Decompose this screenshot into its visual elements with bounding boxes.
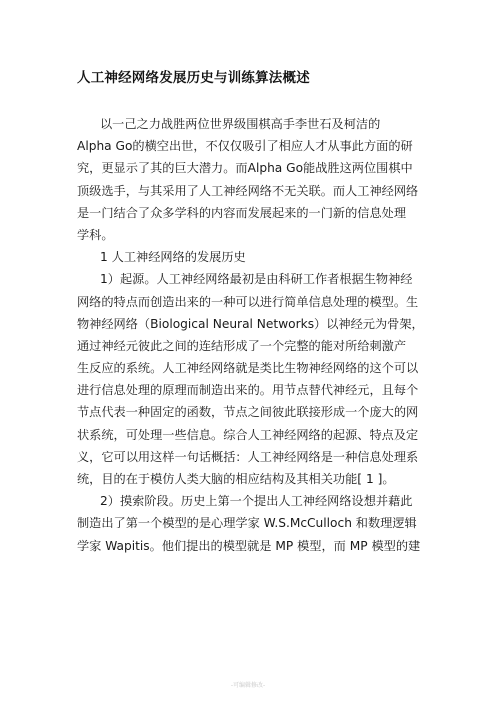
text-line: 1 人工神经网络的发展历史 bbox=[100, 250, 246, 265]
text-line: 制造出了第一个模型的是心理学家 W.S.McCulloch 和数理逻辑 bbox=[77, 516, 417, 531]
document-body bbox=[77, 113, 422, 557]
text-line: 顶级选手，与其采用了人工神经网络不无关联。而人工神经网络 bbox=[77, 183, 419, 198]
text-line: 进行信息处理的原理而制造出来的。用节点替代神经元，且每个 bbox=[77, 383, 419, 398]
text-line: 究，更显示了其的巨大潜力。而Alpha Go能战胜这两位围棋中 bbox=[77, 161, 413, 176]
text-line: 2）摸索阶段。历史上第一个提出人工神经网络设想并藉此 bbox=[100, 494, 413, 509]
text-line: 学家 Wapitis。他们提出的模型就是 MP 模型，而 MP 模型的建 bbox=[77, 538, 421, 553]
text-line: 1）起源。人工神经网络最初是由科研工作者根据生物神经 bbox=[100, 272, 413, 287]
text-line: 是一门结合了众多学科的内容而发展起来的一门新的信息处理 bbox=[77, 205, 407, 220]
text-line: 义，它可以用这样一句话概括：人工神经网络是一种信息处理系 bbox=[77, 449, 419, 464]
text-line: 节点代表一种固定的函数，节点之间彼此联接形成一个庞大的网 bbox=[77, 405, 419, 420]
text-line: 通过神经元彼此之间的连结形成了一个完整的能对所给刺激产 bbox=[77, 338, 407, 353]
text-line: 学科。 bbox=[77, 227, 114, 242]
page-footer: -可编辑修改- bbox=[230, 682, 266, 689]
text-line: 物神经网络（Biological Neural Networks）以神经元为骨架， bbox=[77, 316, 424, 331]
document-title: 人工神经网络发展历史与训练算法概述 bbox=[77, 70, 310, 86]
text-line: 生反应的系统。人工神经网络就是类比生物神经网络的这个可以 bbox=[77, 361, 419, 376]
text-line: 状系统，可处理一些信息。综合人工神经网络的起源、特点及定 bbox=[77, 427, 419, 442]
text-line: 统，目的在于模仿人类大脑的相应结构及其相关功能[ 1 ]。 bbox=[77, 472, 395, 486]
text-line: 网络的特点而创造出来的一种可以进行简单信息处理的模型。生 bbox=[77, 294, 419, 309]
text-line: 以一己之力战胜两位世界级围棋高手李世石及柯洁的 bbox=[100, 117, 381, 131]
text-line: Alpha Go的横空出世，不仅仅吸引了相应人才从事此方面的研 bbox=[77, 139, 413, 154]
